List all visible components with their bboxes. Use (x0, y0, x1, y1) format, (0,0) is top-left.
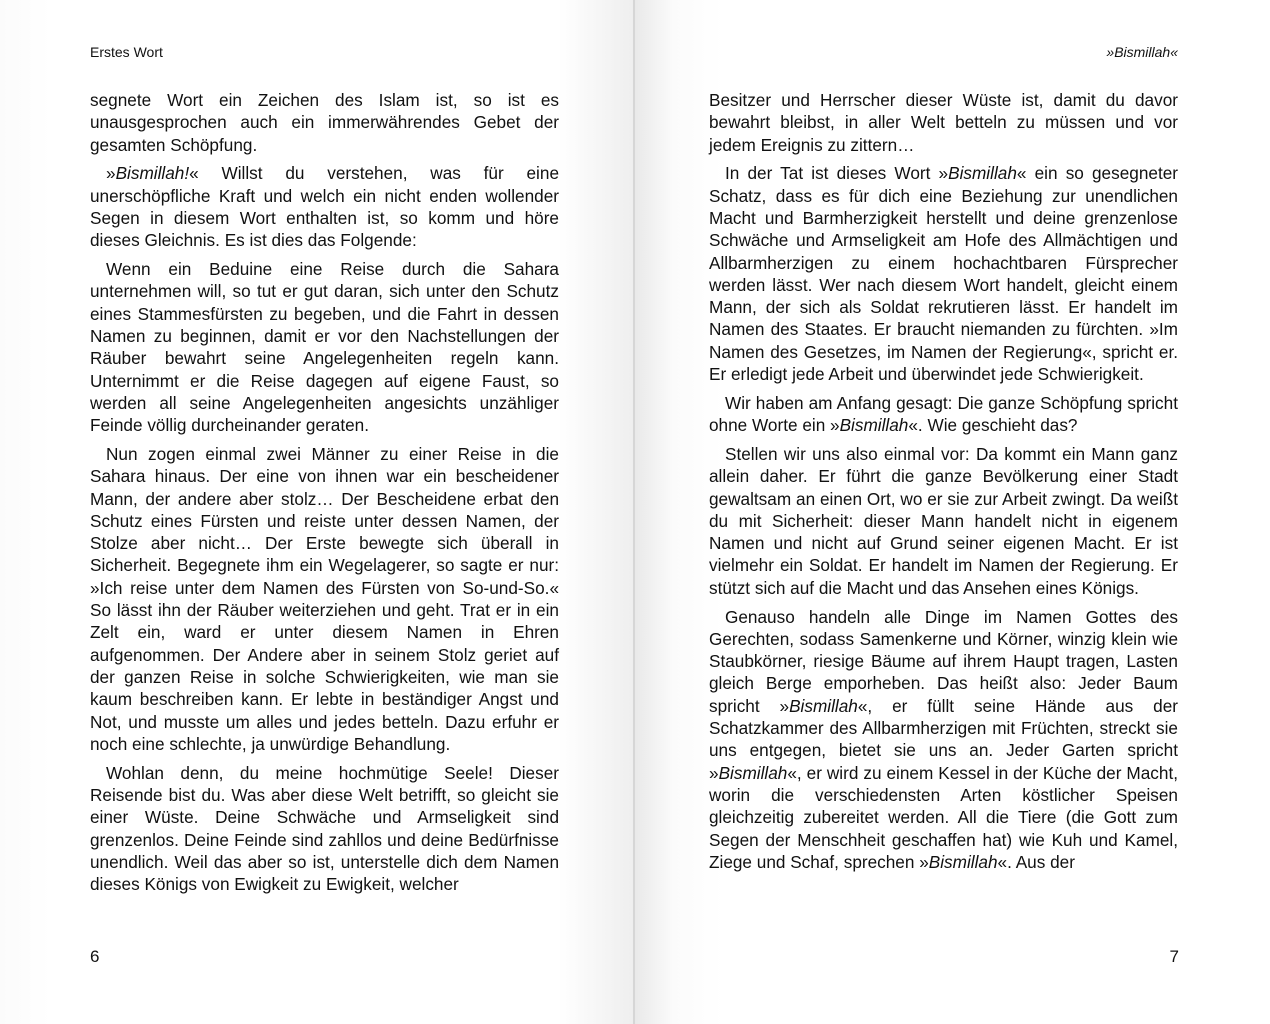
paragraph (709, 606, 1178, 874)
paragraph-text: «. Aus der (997, 851, 1075, 872)
paragraph-text: Besitzer und Herrscher dieser Wüste ist, damit du davor bewahrt bleibst, in aller Welt betteln zu müssen und vor jedem Ereignis zu zittern… (709, 90, 1178, 155)
paragraph (709, 392, 1178, 437)
left-running-head: Erstes Wort (90, 44, 163, 60)
paragraph-text: «, er wird zu einem Kessel in der Küche der Macht, worin die verschiedensten Arten köstlicher Speisen gleichzeitig zubereitet werden. All die Tiere (die Gott zum Segen der Menschheit geschaffen hat) wie Kuh und Kamel, Ziege und Schaf, sprechen » (709, 762, 1178, 872)
paragraph (90, 443, 559, 755)
paragraph-text: Wenn ein Beduine eine Reise durch die Sahara unternehmen will, so tut er gut daran, sich unter den Schutz eines Stammesfürsten zu begeben, und die Fahrt in dessen Namen zu beginnen, damit er vor den Nachstellungen der Räuber bewahrt seine Angelegenheiten regeln kann. Unternimmt er die Reise dagegen auf eigene Faust, so werden all seine Angelegenheiten angesichts unzähliger Feinde völlig durcheinander geraten. (90, 259, 559, 436)
paragraph (90, 162, 559, 251)
paragraph (709, 89, 1178, 156)
paragraph-text: Wir haben am Anfang gesagt: Die ganze Schöpfung spricht ohne Worte ein » (709, 392, 1178, 436)
right-page (635, 0, 1270, 1024)
left-page-text (90, 89, 559, 902)
paragraph-text: In der Tat ist dieses Wort » (725, 163, 949, 184)
paragraph (709, 162, 1178, 385)
italic-text: Bismillah (839, 415, 909, 436)
italic-text: Bismillah (928, 851, 998, 872)
paragraph-text: « Willst du verstehen, was für eine unerschöpfliche Kraft und welch ein nicht enden wollender Segen in diesem Wort enthalten ist, so komm und höre dieses Gleichnis. Es ist dies das Folgende: (90, 163, 559, 251)
paragraph-text: «, er füllt seine Hände aus der Schatzkammer des Allbarmherzigen mit Früchten, streckt sie uns entgegen, bietet sie uns an. Jeder Garten spricht » (709, 695, 1178, 783)
paragraph (90, 258, 559, 436)
italic-text: Bismillah! (115, 163, 190, 184)
left-page-number: 6 (90, 947, 100, 966)
paragraph (90, 762, 559, 896)
right-running-head: »Bismillah« (1106, 44, 1178, 60)
italic-text: Bismillah (718, 762, 788, 783)
italic-text: Bismillah (789, 695, 858, 716)
paragraph (90, 89, 559, 156)
paragraph-text: Stellen wir uns also einmal vor: Da kommt ein Mann ganz allein daher. Er führt die ganze Bevölkerung einer Stadt gewaltsam an einen Ort, wo er sie zur Arbeit zwingt. Da weißt du mit Sicherheit: dieser Mann handelt nicht in eigenem Namen und nicht auf Grund seiner eigenen Macht. Er ist vielmehr ein Soldat. Er handelt im Namen der Regierung. Er stützt sich auf die Macht und das Ansehen eines Königs. (709, 443, 1178, 598)
paragraph-text: «. Wie geschieht das? (908, 415, 1078, 436)
paragraph (709, 443, 1178, 599)
paragraph-text: « ein so gesegneter Schatz, dass es für dich eine Beziehung zur unendlichen Macht und Barmherzigkeit herstellt und deine grenzenlose Schwäche und Armseligkeit am Hofe des Allmächtigen und Allbarmherzigen zu einem hochachtbaren Fürsprecher werden lässt. Wer nach diesem Wort handelt, gleicht einem Mann, der sich als Soldat rekrutieren lässt. Er handelt im Namen des Staates. Er braucht niemanden zu fürchten. »Im Namen des Gesetzes, im Namen der Regierung«, spricht er. Er erledigt jede Arbeit und überwindet jede Schwierigkeit. (709, 163, 1178, 385)
paragraph-text: Genauso handeln alle Dinge im Namen Gottes des Gerechten, sodass Samenkerne und Körner, winzig klein wie Staubkörner, riesige Bäume auf ihrem Haupt tragen, Lasten gleich Berge emporheben. Das heißt also: Jeder Baum spricht » (709, 606, 1178, 716)
paragraph-text: » (106, 163, 116, 184)
paragraph-text: Wohlan denn, du meine hochmütige Seele! Dieser Reisende bist du. Was aber diese Welt betrifft, so gleicht sie einer Wüste. Deine Schwäche und Armseligkeit sind grenzenlos. Deine Feinde sind zahllos und deine Bedürfnisse unendlich. Weil das aber so ist, unterstelle dich dem Namen dieses Königs von Ewigkeit zu Ewigkeit, welcher (90, 762, 559, 895)
right-page-text (709, 89, 1178, 880)
italic-text: Bismillah (948, 163, 1017, 184)
paragraph-text: Nun zogen einmal zwei Männer zu einer Reise in die Sahara hinaus. Der eine von ihnen war ein bescheidener Mann, der andere aber stolz… Der Bescheidene erbat den Schutz eines Fürsten und reiste unter dessen Namen, der Stolze aber nicht… Der Erste bewegte sich überall in Sicherheit. Begegnete ihm ein Wegelagerer, so sagte er nur: »Ich reise unter dem Namen des Fürsten von So-und-So.« So lässt ihn der Räuber weiterziehen und geht. Trat er in ein Zelt ein, ward er unter diesem Namen in Ehren aufgenommen. Der Andere aber in seinem Stolz geriet auf der ganzen Reise in solche Schwierigkeiten, wie man sie kaum beschreiben kann. Er lebte in beständiger Angst und Not, und musste um alles und jedes betteln. Dazu erfuhr er noch eine schlechte, ja unwürdige Behandlung. (90, 443, 559, 754)
paragraph-text: segnete Wort ein Zeichen des Islam ist, so ist es unausgesprochen auch ein immerwährendes Gebet der gesamten Schöpfung. (90, 90, 559, 155)
right-page-number: 7 (1169, 947, 1179, 966)
